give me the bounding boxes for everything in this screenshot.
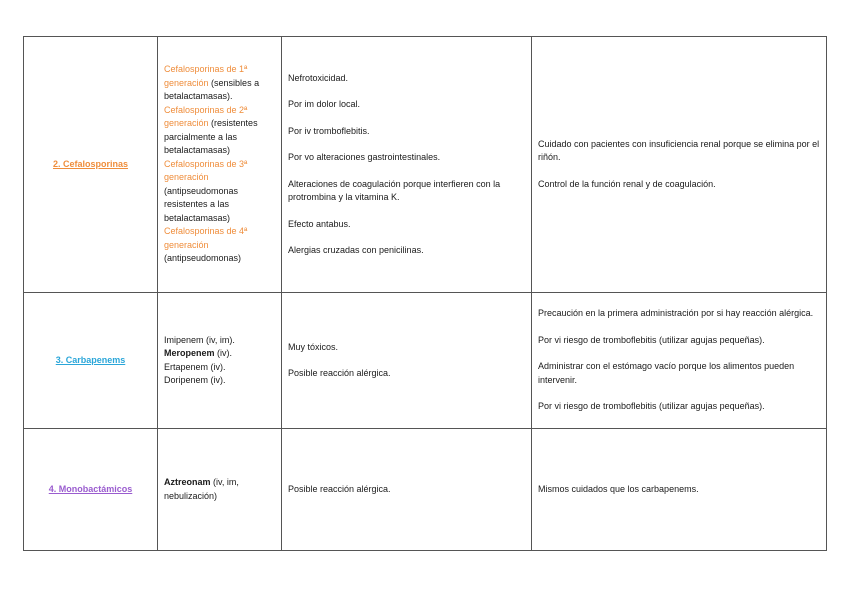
drugs-cell [158,37,282,293]
group-name-cell [24,429,158,551]
effect-item: Posible reacción alérgica. [288,483,391,494]
effect-item: Efecto antabus. [288,218,351,229]
drugs-cell [158,429,282,551]
group-link-monobactamicos[interactable]: 4. Monobactámicos [48,483,133,494]
drug-item: Doripenem (iv). [164,375,226,385]
effect-item: Por vo alteraciones gastrointestinales. [288,152,441,162]
drug-item: Imipenem (iv, im). [164,334,235,345]
effect-item: Por iv tromboflebitis. [288,125,370,136]
care-item: Administrar con el estómago vacío porque los alimentos pueden intervenir. [538,361,795,385]
group-name-cell [24,293,158,429]
care-item: Por vi riesgo de tromboflebitis (utilizar agujas pequeñas). [538,401,765,412]
care-item: Mismos cuidados que los carbapenems. [538,483,699,494]
drug-item: Cefalosporinas de 4ª generación (antipseudomonas) [164,226,248,264]
effects-cell [282,429,532,551]
effect-item: Muy tóxicos. [288,341,339,352]
effect-item: Nefrotoxicidad. [288,72,349,83]
drug-item: Aztreonam (iv, im, nebulización) [164,477,239,501]
care-cell [532,37,827,293]
drug-item: Ertapenem (iv). [164,361,226,372]
group-link-cefalosporinas[interactable]: 2. Cefalosporinas [52,158,129,169]
antibiotics-table [23,36,827,551]
effects-cell [282,37,532,293]
drug-item: Meropenem (iv). [164,348,233,358]
effect-item: Alergias cruzadas con penicilinas. [288,245,424,255]
table-row-monobactamicos [24,429,827,551]
care-item: Control de la función renal y de coagulación. [538,178,716,189]
care-cell [532,429,827,551]
group-link-carbapenems[interactable]: 3. Carbapenems [55,354,126,365]
care-item: Precaución en la primera administración por si hay reacción alérgica. [538,308,814,319]
drug-item: Cefalosporinas de 3ª generación (antipseudomonas resistentes a las betalactamasas) [164,158,248,223]
care-item: Por vi riesgo de tromboflebitis (utilizar agujas pequeñas). [538,334,765,345]
drug-item: Cefalosporinas de 1ª generación (sensibles a betalactamasas). [164,64,260,102]
table-row-carbapenems [24,293,827,429]
drugs-cell [158,293,282,429]
care-cell [532,293,827,429]
effect-item: Alteraciones de coagulación porque interfieren con la protrombina y la vitamina K. [288,178,501,202]
drug-item: Cefalosporinas de 2ª generación (resistentes parcialmente a las betalactamasas) [164,104,258,156]
effects-cell [282,293,532,429]
effect-item: Por im dolor local. [288,99,361,109]
effect-item: Posible reacción alérgica. [288,368,391,378]
table-row-cefalosporinas [24,37,827,293]
care-item: Cuidado con pacientes con insuficiencia renal porque se elimina por el riñón. [538,138,820,163]
group-name-cell [24,37,158,293]
